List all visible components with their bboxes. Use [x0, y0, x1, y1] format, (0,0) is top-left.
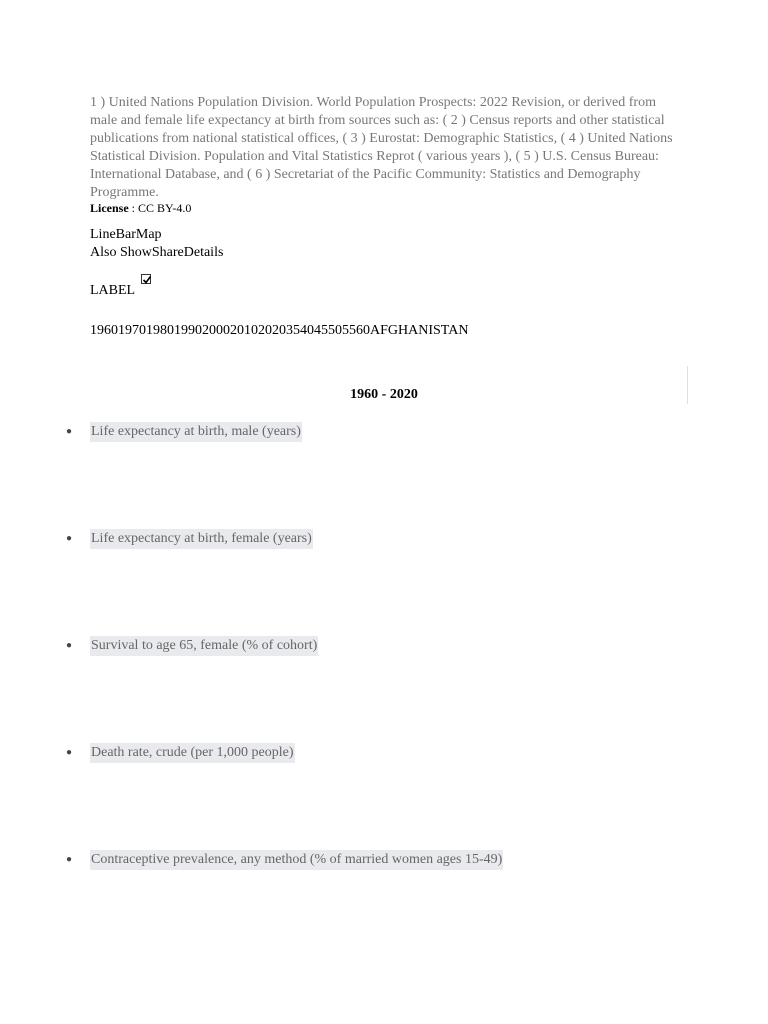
x-tick: 1960 [90, 323, 118, 338]
share-button[interactable]: Share [151, 245, 184, 260]
indicator-link[interactable]: Life expectancy at birth, female (years) [90, 529, 313, 549]
x-tick: 1990 [174, 323, 202, 338]
chart-type-map[interactable]: Map [135, 227, 162, 242]
indicator-link[interactable]: Life expectancy at birth, male (years) [90, 422, 302, 442]
bullet-icon: ● [66, 854, 73, 865]
chart-type-switcher [90, 226, 162, 244]
y-tick: 35 [286, 323, 300, 338]
indicator-link[interactable]: Contraceptive prevalence, any method (% of married women ages 15-49) [90, 850, 503, 870]
checkmark-icon [142, 275, 152, 285]
chart-actions [90, 244, 223, 262]
license-separator: : [128, 201, 139, 215]
x-tick: 2010 [230, 323, 258, 338]
license-line [90, 200, 191, 216]
list-item [66, 743, 295, 763]
y-tick: 45 [314, 323, 328, 338]
country-label: AFGHANISTAN [370, 323, 469, 338]
indicator-link[interactable]: Survival to age 65, female (% of cohort) [90, 636, 318, 656]
axis-tick-text [90, 322, 468, 340]
chart-type-bar[interactable]: Bar [115, 227, 136, 242]
bullet-icon: ● [66, 640, 73, 651]
list-item [66, 422, 302, 442]
details-button[interactable]: Details [183, 245, 224, 260]
also-show-button[interactable]: Also Show [90, 245, 152, 260]
y-tick: 50 [328, 323, 342, 338]
year-range-title: 1960 - 2020 [350, 387, 418, 402]
divider [687, 366, 688, 404]
bullet-icon: ● [66, 747, 73, 758]
license-value: CC BY-4.0 [138, 201, 192, 215]
bullet-icon: ● [66, 533, 73, 544]
x-tick: 1980 [146, 323, 174, 338]
y-tick: 60 [356, 323, 370, 338]
data-sources-note: 1 ) United Nations Population Division. World Population Prospects: 2022 Revision, or derived from male and female life expectancy at birth from sources such as: ( 2 ) Census reports and other statistical publications from national statistical offices, ( 3 ) Eurostat: Demographic Statistics, ( 4 ) United Nations Statistical Division. Population and Vital Statistics Reprot ( various years ), ( 5 ) U.S. Census Bureau: International Database, and ( 6 ) Secretariat of the Pacific Community: Statistics and Demography Programme. [90, 95, 673, 200]
bullet-icon: ● [66, 426, 73, 437]
x-tick: 2000 [202, 323, 230, 338]
list-item [66, 850, 503, 870]
indicator-link[interactable]: Death rate, crude (per 1,000 people) [90, 743, 295, 763]
list-item [66, 529, 313, 549]
label-checkbox[interactable] [141, 274, 151, 284]
x-tick: 2020 [258, 323, 286, 338]
license-label: License [90, 201, 129, 215]
chart-type-line[interactable]: Line [90, 227, 116, 242]
y-tick: 55 [342, 323, 356, 338]
y-tick: 40 [300, 323, 314, 338]
x-tick: 1970 [118, 323, 146, 338]
label-toggle [90, 282, 135, 300]
list-item [66, 636, 318, 656]
label-toggle-text: LABEL [90, 283, 136, 298]
